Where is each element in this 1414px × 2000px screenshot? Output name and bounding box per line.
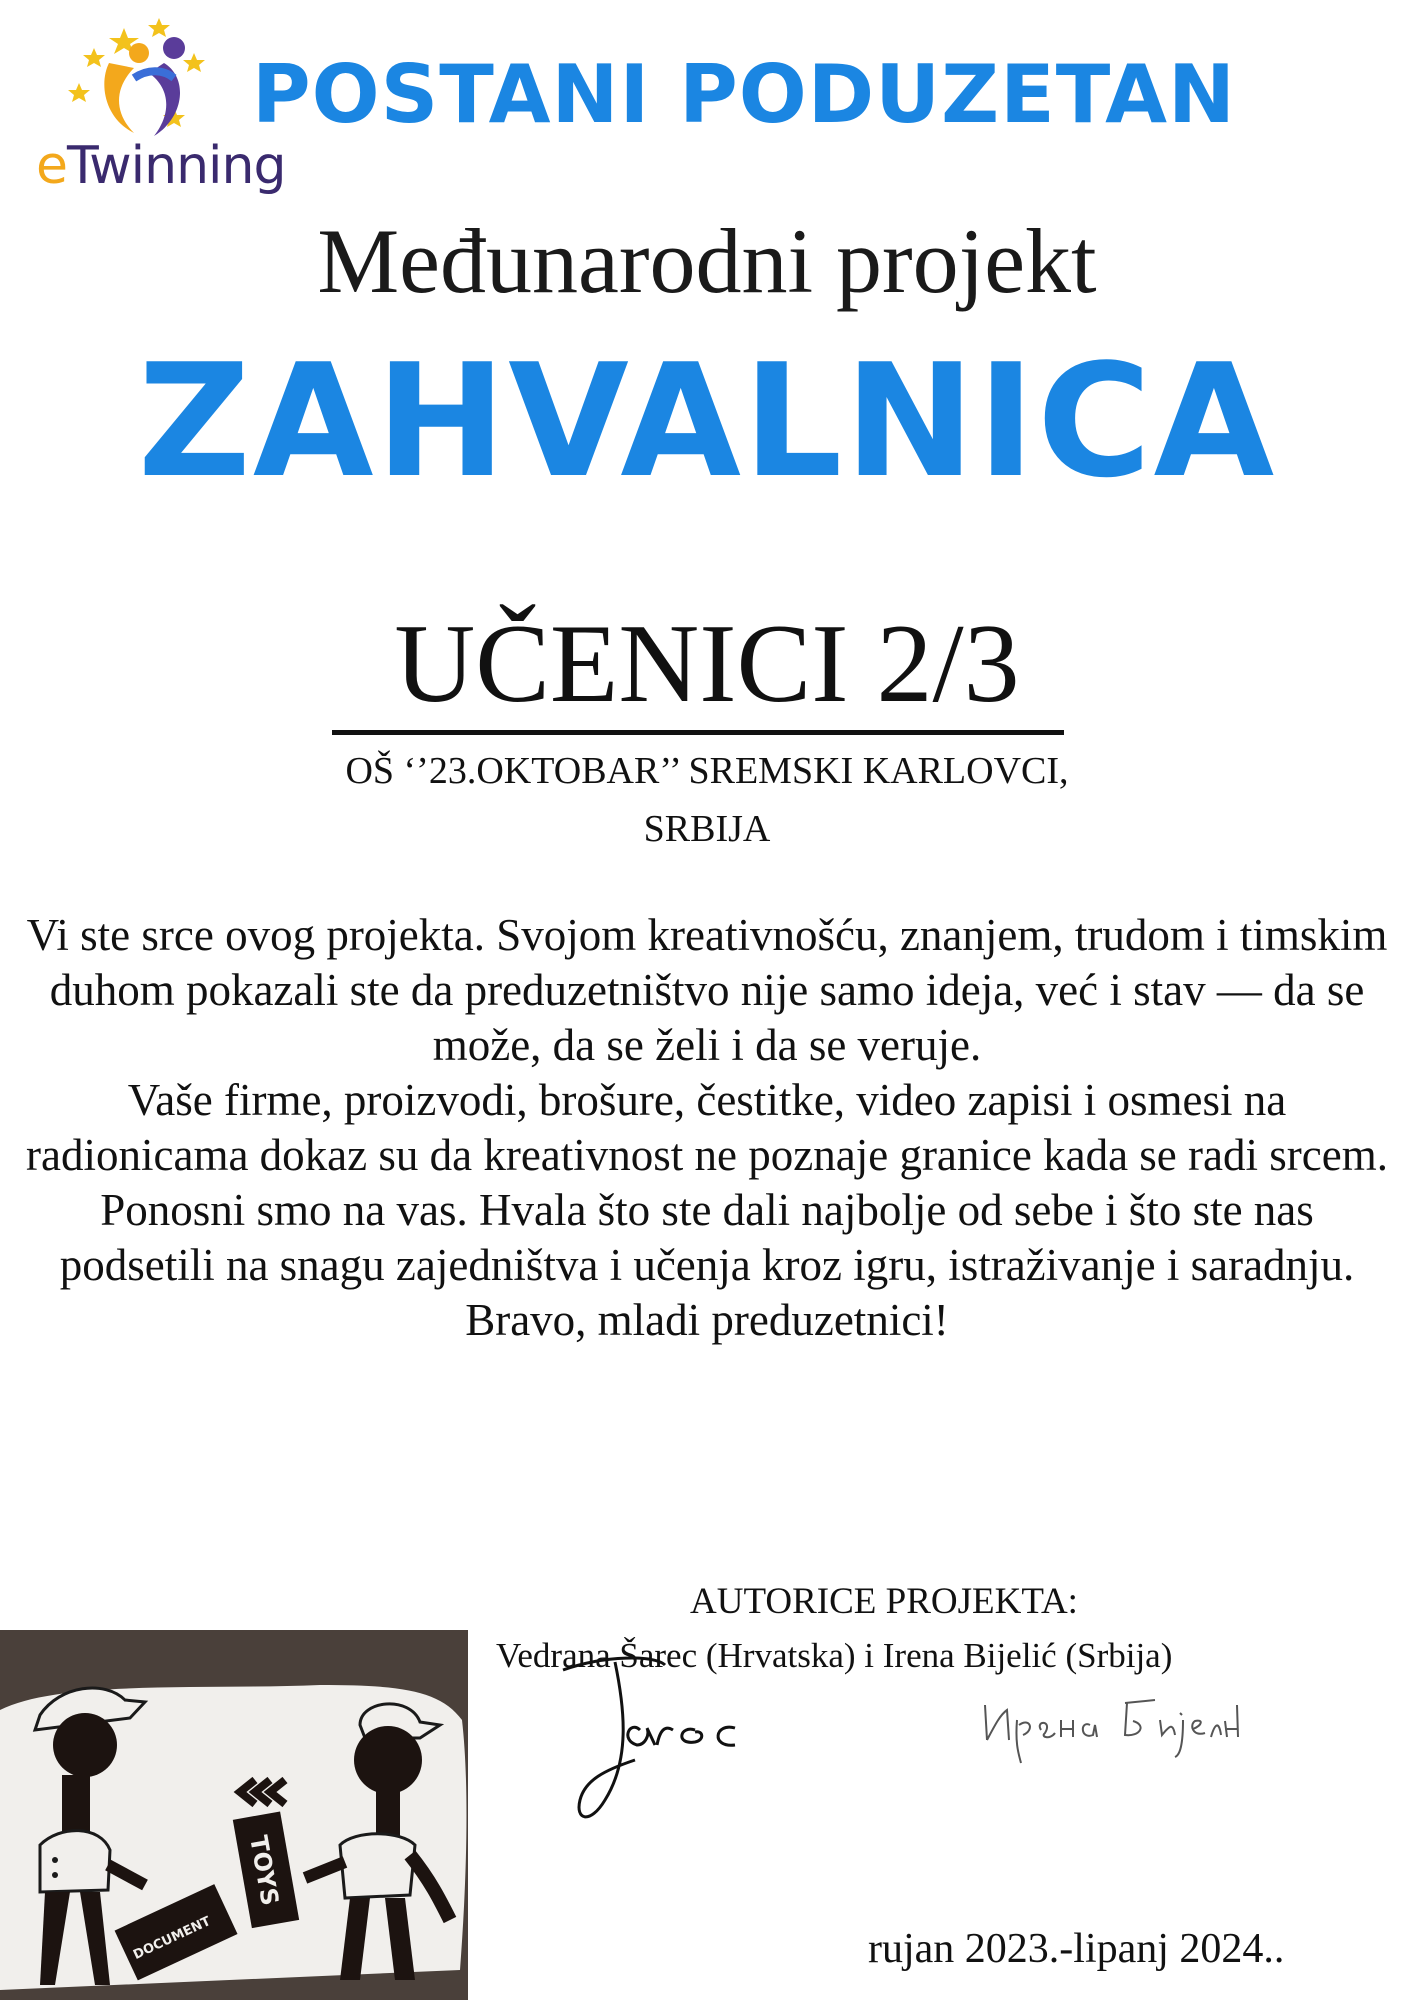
body-text <box>20 908 1394 1348</box>
authors-label: AUTORICE PROJEKTA: <box>690 1581 1078 1622</box>
logo-word: Twinning <box>67 136 286 196</box>
body-paragraph-4: Bravo, mladi preduzetnici! <box>465 1295 949 1345</box>
body-paragraph-2: Vaše firme, proizvodi, brošure, čestitke, video zapisi i osmesi na radionicama dokaz su da kreativnost ne poznaje granice kada se radi srcem. <box>26 1075 1388 1180</box>
logo-prefix: e <box>36 136 67 196</box>
recipient-name: UČENICI 2/3 <box>394 602 1020 726</box>
authors-names: Vedrana Šarec (Hrvatska) i Irena Bijelić (Srbija) <box>496 1636 1173 1675</box>
brand-title: POSTANI PODUZETAN <box>252 48 1236 141</box>
main-title: ZAHVALNICA <box>137 330 1277 512</box>
signature-sarec-icon <box>545 1650 765 1835</box>
project-date: rujan 2023.-lipanj 2024.. <box>868 1926 1285 1972</box>
subtitle: Međunarodni projekt <box>317 210 1097 312</box>
drawing-label-toys: TOYS <box>244 1833 284 1908</box>
school-line-1: OŠ ‘’23.OKTOBAR’’ SREMSKI KARLOVCI, <box>345 750 1069 792</box>
children-drawing-photo <box>0 1630 468 2000</box>
signature-bijelic-icon <box>975 1685 1245 1765</box>
body-paragraph-1: Vi ste srce ovog projekta. Svojom kreativnošću, znanjem, trudom i timskim duhom pokazali ste da preduzetništvo nije samo ideja, već i stav — da se može, da se želi i da se veruje. <box>26 910 1388 1070</box>
drawing-label-document: DOCUMENT <box>131 1914 214 1963</box>
school-info <box>0 742 1414 858</box>
school-line-2: SRBIJA <box>643 808 771 850</box>
body-paragraph-3: Ponosni smo na vas. Hvala što ste dali najbolje od sebe i što ste nas podsetili na snagu zajedništva i učenja kroz igru, istraživanje i saradnju. <box>59 1185 1355 1290</box>
recipient-underline <box>332 730 1064 735</box>
drawing-people-toys-icon <box>0 1630 468 2000</box>
